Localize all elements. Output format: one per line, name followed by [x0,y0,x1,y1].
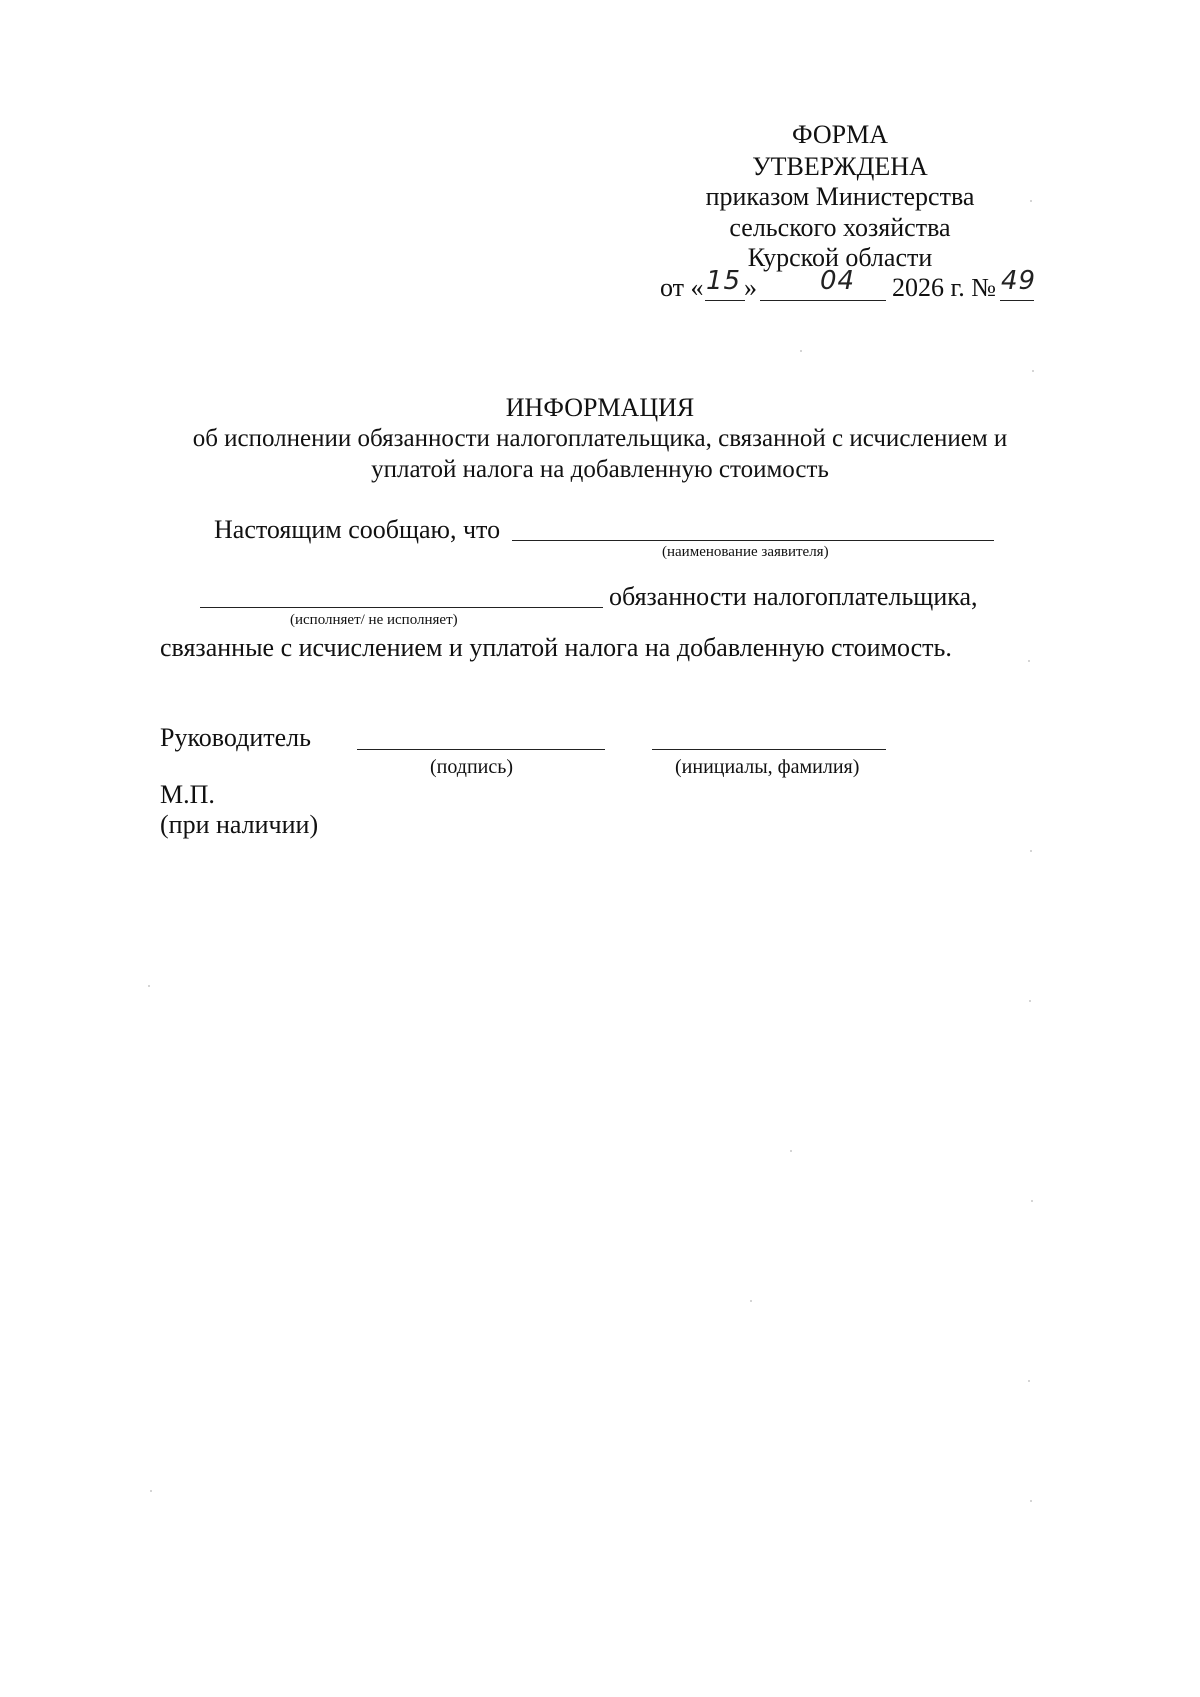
name-field[interactable] [652,749,886,750]
performs-caption: (исполняет/ не исполняет) [290,612,458,628]
approval-order-line: приказом Министерства [705,182,975,211]
applicant-caption: (наименование заявителя) [662,544,829,560]
approval-ministry-line: сельского хозяйства [729,213,951,242]
document-subtitle-line1: об исполнении обязанности налогоплательщика, связанной с исчислением и [192,425,1008,452]
intro-text: Настоящим сообщаю, что [214,515,501,544]
name-caption: (инициалы, фамилия) [675,756,860,778]
number-handwritten: 49 [1001,266,1037,296]
performs-field[interactable] [200,607,603,608]
closing-line: связанные с исчислением и уплатой налога на добавленную стоимость. [160,633,952,662]
document-title: ИНФОРМАЦИЯ [505,393,695,422]
signature-caption: (подпись) [430,756,514,778]
applicant-name-field[interactable] [512,540,994,541]
seal-note: (при наличии) [160,810,319,839]
approval-region-line: Курской области [747,243,933,272]
day-handwritten: 15 [706,266,742,296]
obligations-text: обязанности налогоплательщика, [609,582,978,611]
head-label: Руководитель [160,723,311,752]
number-underline [1000,300,1034,301]
document-subtitle-line2: уплатой налога на добавленную стоимость [371,456,829,483]
approval-approved-label: УТВЕРЖДЕНА [752,152,928,181]
month-handwritten: 04 [820,266,856,296]
date-prefix: от « [660,273,704,302]
seal-label: М.П. [160,780,215,809]
year-and-number-label: 2026 г. № [892,273,997,302]
day-underline [705,300,745,301]
month-underline [760,300,886,301]
signature-field[interactable] [357,749,605,750]
approval-form-label: ФОРМА [792,120,888,149]
date-quote-close: » [744,273,757,302]
